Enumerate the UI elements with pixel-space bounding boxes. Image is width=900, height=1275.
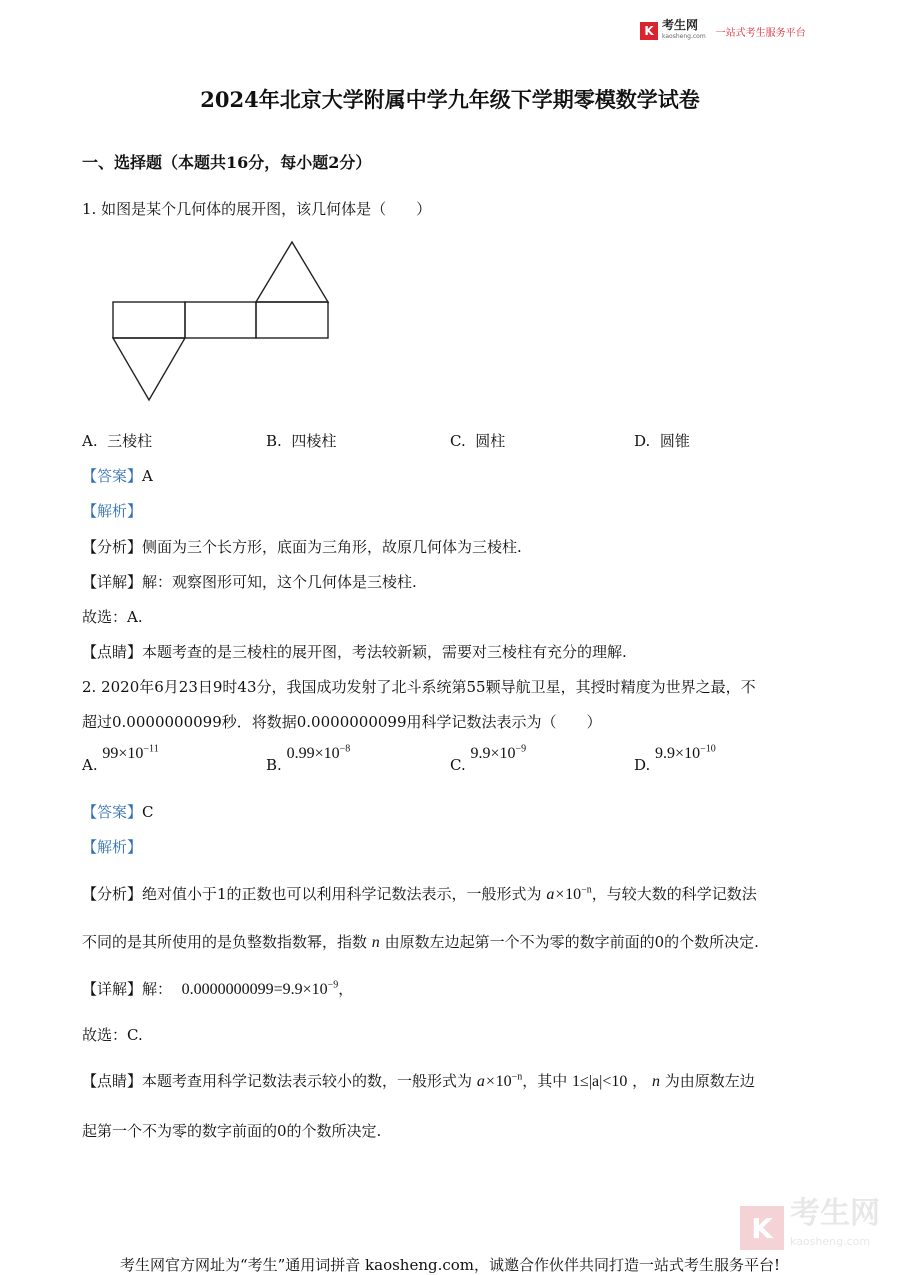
q2-dianjing-line2: 起第一个不为零的数字前面的0的个数所决定. — [82, 1122, 382, 1140]
q2-stem-line2: 超过0.0000000099秒．将数据0.0000000099用科学记数法表示为（ ） — [82, 713, 602, 731]
q1-guxuan: 故选：A. — [82, 608, 143, 626]
q2-fenxi-line1: 【分析】绝对值小于1的正数也可以利用科学记数法表示，一般形式为 $a\times 10^{-n}$，与较大数的科学记数法 — [82, 884, 757, 903]
q1-net-figure — [110, 238, 332, 404]
q2-answer: 【答案】C — [82, 803, 154, 821]
net-rect-1 — [113, 302, 185, 338]
q2-stem-line1: 2. 2020年6月23日9时43分，我国成功发射了北斗系统第55颗导航卫星，其授时精度为世界之最，不 — [82, 678, 756, 696]
q2-option-d[interactable]: D. $9.9\times 10^{-10}$ — [634, 744, 716, 775]
q2-guxuan: 故选：C. — [82, 1026, 143, 1044]
q2-dianjing-line1: 【点睛】本题考查用科学记数法表示较小的数，一般形式为 $a\times 10^{-n}$，其中 1≤|a|<10 ， n 为由原数左边 — [82, 1071, 755, 1090]
header-logo — [640, 20, 806, 42]
q1-option-d[interactable]: D. 圆锥 — [634, 432, 690, 450]
watermark-text: 考生网 — [790, 1196, 880, 1231]
logo-sub: kaosheng.com — [662, 33, 706, 40]
logo-icon: K — [640, 22, 658, 40]
q1-option-a[interactable]: A. 三棱柱 — [82, 432, 153, 450]
section-heading: 一、选择题（本题共16分，每小题2分） — [82, 153, 372, 172]
watermark — [740, 1196, 880, 1256]
q2-fenxi-line2: 不同的是其所使用的是负整数指数幂，指数 n 由原数左边起第一个不为零的数字前面的0的个数所决定. — [82, 933, 759, 951]
q1-dianjing: 【点睛】本题考查的是三棱柱的展开图，考法较新颖，需要对三棱柱有充分的理解. — [82, 643, 627, 661]
page-footer: 考生网官方网址为“考生”通用词拼音 kaosheng.com，诚邀合作伙伴共同打造一站式考生服务平台! — [119, 1256, 781, 1274]
q1-stem: 1. 如图是某个几何体的展开图，该几何体是（ ） — [82, 200, 432, 218]
logo-slogan: 一站式考生服务平台 — [715, 27, 806, 39]
q2-option-b[interactable]: B. $0.99\times 10^{-8}$ — [266, 744, 351, 775]
net-triangle-top — [256, 242, 328, 302]
q1-answer: 【答案】A — [82, 467, 153, 485]
q1-fenxi: 【分析】侧面为三个长方形，底面为三角形，故原几何体为三棱柱. — [82, 538, 522, 556]
watermark-logo-icon: K — [740, 1206, 784, 1250]
q2-xiangjie: 【详解】解： $0.0000000099=9.9\times 10^{-9}$， — [82, 979, 354, 998]
page-title: 2024年北京大学附属中学九年级下学期零模数学试卷 — [200, 87, 700, 112]
q1-option-b[interactable]: B. 四棱柱 — [266, 432, 337, 450]
net-rect-3 — [256, 302, 328, 338]
watermark-sub: kaosheng.com — [790, 1235, 871, 1248]
logo-text: 考生网 — [662, 18, 699, 32]
q2-option-c[interactable]: C. $9.9\times 10^{-9}$ — [450, 744, 527, 775]
q1-option-c[interactable]: C. 圆柱 — [450, 432, 506, 450]
net-rect-2 — [185, 302, 256, 338]
q2-jiexi-tag: 【解析】 — [82, 838, 143, 856]
q1-jiexi-tag: 【解析】 — [82, 502, 143, 520]
q2-option-a[interactable]: A. $99\times 10^{-11}$ — [82, 744, 159, 775]
net-triangle-bottom — [113, 338, 185, 400]
q1-xiangjie: 【详解】解：观察图形可知，这个几何体是三棱柱. — [82, 573, 417, 591]
